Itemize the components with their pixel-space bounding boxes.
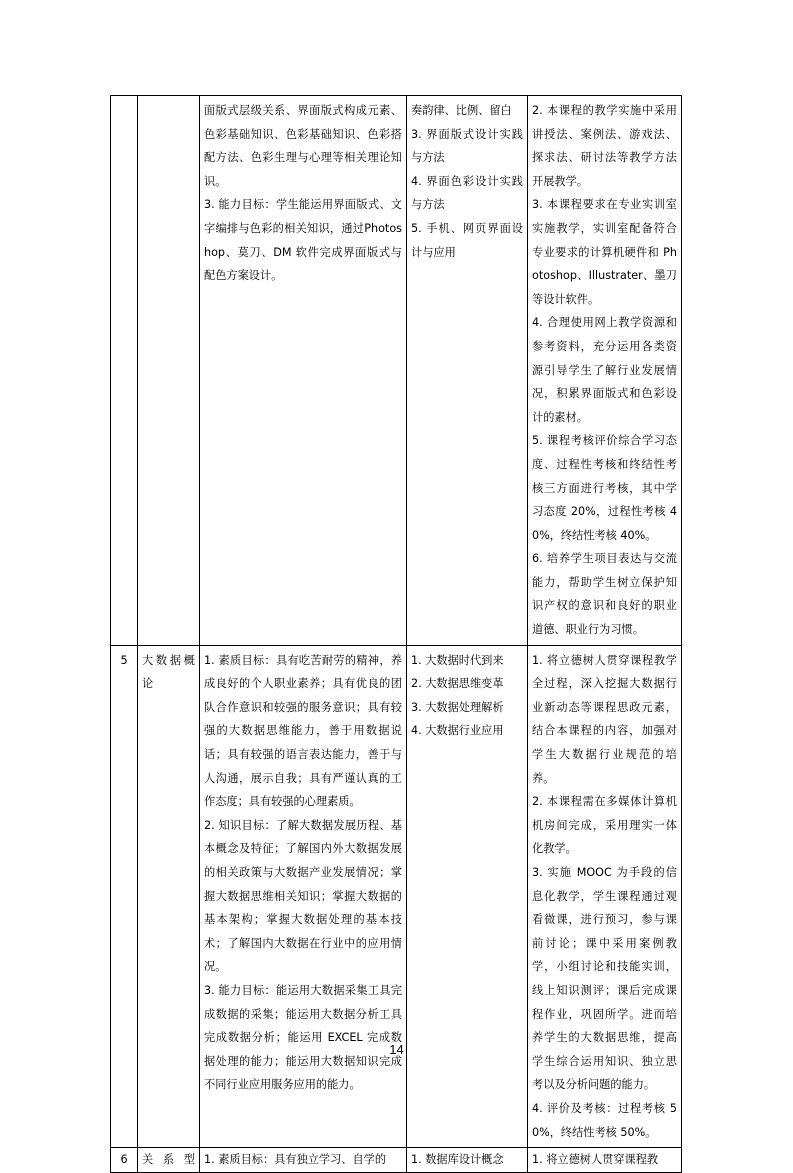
table-row: [111, 96, 682, 646]
content-item: 奏韵律、比例、留白: [411, 104, 512, 117]
course-goal: 3. 能力目标：能运用大数据采集工具完成数据的采集；能运用大数据分析工具完成数据分析；能运用 EXCEL 完成数据处理的能力；能运用大数据知识完成不同行业应用服务应用的能力。: [204, 983, 402, 1092]
course-goals-cell: [200, 1148, 407, 1173]
course-name: [138, 96, 200, 646]
course-goal: 2. 知识目标：了解大数据发展历程、基本概念及特征；了解国内外大数据发展的相关政策与大数据产业发展情况；掌握大数据思维相关知识；掌握大数据的基本架构；掌握大数据处理的基本技术；了解国内大数据在行业中的应用情况。: [204, 818, 402, 974]
requirement-item: 5. 课程考核评价综合学习态度、过程性考核和终结性考核三方面进行考核，其中学习态度 20%，过程性考核 40%，终结性考核 40%。: [532, 434, 677, 542]
course-goal: 3. 能力目标：学生能运用界面版式、文字编排与色彩的相关知识，通过Photoshop、莫刀、DM 软件完成界面版式与配色方案设计。: [204, 198, 402, 283]
requirement-item: 3. 实施 MOOC 为手段的信息化教学，学生课程通过观看微课，进行预习，参与课前讨论；课中采用案例教学，小组讨论和技能实训，线上知识测评；课后完成课程作业，巩固所学。进而培养学生的大数据思维，提高学生综合运用知识、独立思考以及分析问题的能力。: [532, 866, 677, 1092]
page-number: 14: [389, 1042, 404, 1057]
requirement-item: 6. 培养学生项目表达与交流能力，帮助学生树立保护知识产权的意识和良好的职业道德、职业行为习惯。: [532, 552, 677, 637]
content-item: 4. 大数据行业应用: [411, 724, 504, 738]
content-item: 5. 手机、网页界面设计与应用: [411, 221, 523, 259]
content-item: 3. 界面版式设计实践与方法: [411, 127, 523, 165]
teaching-requirements-cell: [528, 645, 682, 1147]
course-goal: 1. 素质目标：具有独立学习、自学的: [204, 1153, 387, 1167]
course-goal: 1. 素质目标：具有吃苦耐劳的精神，养成良好的个人职业素养；具有优良的团队合作意识和较强的服务意识；具有较强的大数据思维能力，善于用数据说话；具有较强的语言表达能力，善于与人沟通，展示自我；具有严谨认真的工作态度；具有较强的心理素质。: [204, 653, 402, 809]
content-item: 1. 大数据时代到来: [411, 653, 504, 667]
content-item: 1. 数据库设计概念: [411, 1153, 504, 1167]
course-goals-cell: [200, 645, 407, 1147]
content-item: 2. 大数据思维变革: [411, 677, 504, 691]
table-row: [111, 1148, 682, 1173]
course-number: [111, 96, 138, 646]
requirement-item: 4. 评价及考核：过程考核 50%，终结性考核 50%。: [532, 1101, 677, 1139]
course-number: 6: [111, 1148, 138, 1173]
teaching-requirements-cell: [528, 1148, 682, 1173]
course-name: 关系型: [138, 1148, 200, 1173]
course-goals-cell: [200, 96, 407, 646]
teaching-requirements-cell: [528, 96, 682, 646]
course-goal: 面版式层级关系、界面版式构成元素、色彩基础知识、色彩基础知识、色彩搭配方法、色彩生理与心理等相关理论知识。: [204, 104, 402, 188]
requirement-item: 4. 合理使用网上教学资源和参考资料，充分运用各类资源引导学生了解行业发展情况，积累界面版式和色彩设计的素材。: [532, 316, 677, 424]
requirement-item: 1. 将立德树人贯穿课程教: [532, 1153, 659, 1167]
requirement-item: 2. 本课程需在多媒体计算机机房间完成，采用理实一体化教学。: [532, 795, 677, 856]
content-item: 3. 大数据处理解析: [411, 700, 504, 714]
course-table: [110, 95, 682, 1173]
requirement-item: 3. 本课程要求在专业实训室实施教学，实训室配备符合专业要求的计算机硬件和 Photoshop、Illustrater、墨刀等设计软件。: [532, 198, 677, 306]
course-content-cell: [407, 1148, 528, 1173]
content-item: 4. 界面色彩设计实践与方法: [411, 174, 523, 212]
requirement-item: 2. 本课程的教学实施中采用讲授法、案例法、游戏法、探求法、研讨法等教学方法开展教学。: [532, 104, 677, 188]
table-row: [111, 645, 682, 1147]
course-number: 5: [111, 645, 138, 1147]
requirement-item: 1. 将立德树人贯穿课程教学全过程，深入挖掘大数据行业新动态等课程思政元素，结合本课程的内容，加强对学生大数据行业规范的培养。: [532, 653, 677, 785]
course-name: 大数据概论: [138, 645, 200, 1147]
course-content-cell: [407, 645, 528, 1147]
course-content-cell: [407, 96, 528, 646]
